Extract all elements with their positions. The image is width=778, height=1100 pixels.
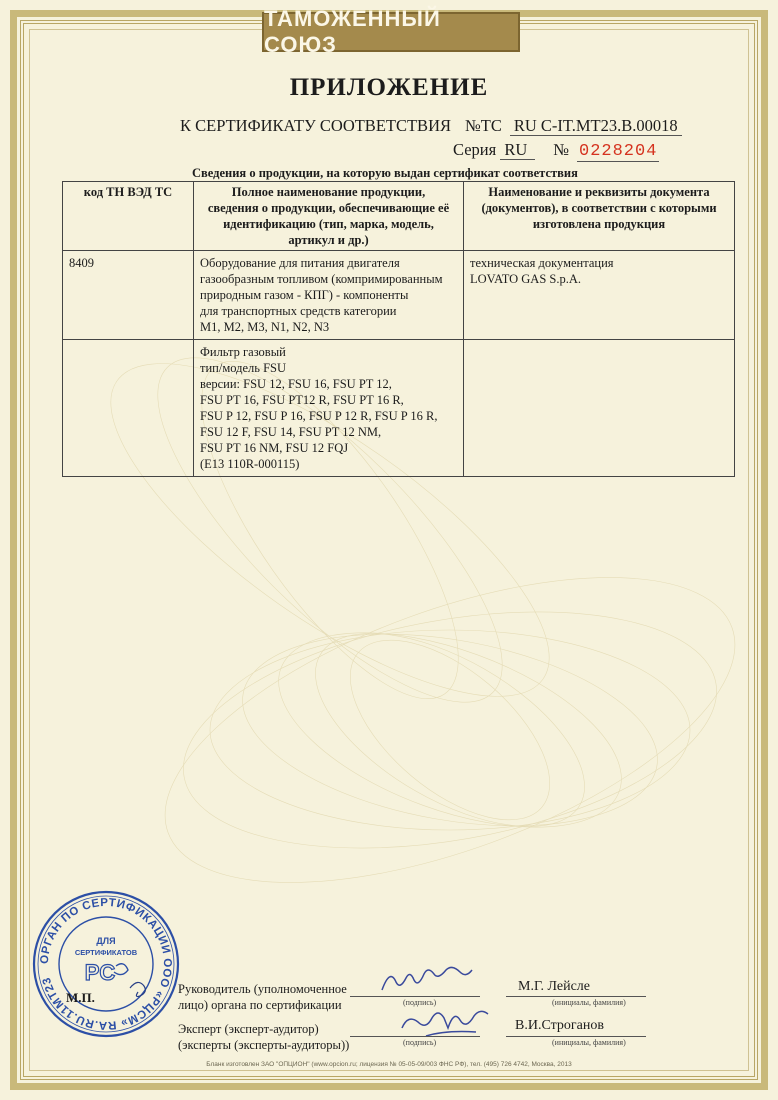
head-role-line: лицо) органа по сертификации bbox=[178, 997, 342, 1012]
head-name: М.Г. Лейсле bbox=[518, 979, 590, 994]
seal-place-label: М.П. bbox=[66, 990, 95, 1005]
description-line: природным газом - КПГ) - компоненты bbox=[200, 288, 409, 302]
page-title: ПРИЛОЖЕНИЕ bbox=[289, 74, 489, 101]
head-name-caption: (инициалы, фамилия) bbox=[552, 998, 626, 1007]
certificate-number: RU C-IT.МТ23.В.00018 bbox=[510, 116, 682, 136]
description-line: FSU PT 16 NM, FSU 12 FQJ bbox=[200, 441, 349, 455]
description-line: Оборудование для питания двигателя bbox=[200, 256, 400, 270]
description-line: FSU 12 F, FSU 14, FSU PT 12 NM, bbox=[200, 425, 382, 439]
serial-number: 0228204 bbox=[579, 142, 658, 161]
no-ts-label: №ТС bbox=[465, 116, 502, 135]
description-line: версии: FSU 12, FSU 16, FSU PT 12, bbox=[200, 377, 392, 391]
document-line: LOVATO GAS S.p.A. bbox=[470, 272, 582, 286]
header-line: Полное наименование продукции, bbox=[231, 185, 426, 199]
form-footer: Бланк изготовлен ЗАО "ОПЦИОН" (www.opcion.ru; лицензия № 05-05-09/003 ФНС РФ), тел. (495) 726 4742, Москва, 2013 bbox=[206, 1061, 572, 1068]
document-line: техническая документация bbox=[470, 256, 614, 270]
head-signature bbox=[378, 966, 474, 998]
description-line: M1, M2, M3, N1, N2, N3 bbox=[200, 320, 330, 334]
head-role bbox=[178, 982, 347, 1013]
stamp-center-mid: СЕРТИФИКАТОВ bbox=[74, 948, 138, 957]
certification-stamp bbox=[30, 888, 182, 1040]
subtitle-text: К СЕРТИФИКАТУ СООТВЕТСТВИЯ bbox=[180, 116, 451, 135]
stamp-logo-swoosh bbox=[114, 964, 128, 975]
head-name-line bbox=[506, 996, 646, 997]
product-table bbox=[62, 181, 735, 477]
series-label: Серия bbox=[453, 140, 497, 159]
serial-no-label: № bbox=[553, 140, 569, 159]
cell-product-description bbox=[194, 251, 464, 340]
header-documents bbox=[464, 182, 735, 251]
header-line: артикул и др.) bbox=[288, 233, 369, 247]
header-line: сведения о продукции, обеспечивающие её bbox=[207, 201, 450, 215]
head-signature-caption: (подпись) bbox=[403, 998, 437, 1007]
expert-signature-line bbox=[350, 1036, 480, 1037]
description-line: для транспортных средств категории bbox=[200, 304, 397, 318]
header-line: (документов), в соответствии с которыми bbox=[481, 201, 717, 215]
table-caption: Сведения о продукции, на которую выдан сертификат соответствия bbox=[192, 166, 578, 180]
stamp-center-top: ДЛЯ bbox=[96, 936, 116, 946]
cell-hs-code: 8409 bbox=[63, 251, 194, 340]
description-line: (E13 110R-000115) bbox=[200, 457, 300, 471]
expert-name: В.И.Строганов bbox=[515, 1018, 604, 1033]
table-row bbox=[63, 340, 735, 477]
head-signature-line bbox=[350, 996, 480, 997]
header-line: изготовлена продукция bbox=[532, 217, 666, 231]
stamp-ring-text: ОРГАН ПО СЕРТИФИКАЦИИ ООО «РЦСМ» RA.RU.11МТ23 bbox=[38, 896, 174, 1032]
cell-hs-code bbox=[63, 340, 194, 477]
table-row bbox=[63, 251, 735, 340]
description-line: Фильтр газовый bbox=[200, 345, 286, 359]
expert-signature-caption: (подпись) bbox=[403, 1038, 437, 1047]
expert-role-line: Эксперт (эксперт-аудитор) bbox=[178, 1022, 319, 1036]
expert-role bbox=[178, 1022, 349, 1053]
expert-name-caption: (инициалы, фамилия) bbox=[552, 1038, 626, 1047]
header-hs-code bbox=[63, 182, 194, 251]
customs-union-banner bbox=[262, 6, 520, 57]
cell-documents bbox=[464, 340, 735, 477]
expert-name-line bbox=[506, 1036, 646, 1037]
cell-product-description bbox=[194, 340, 464, 477]
certificate-reference bbox=[180, 116, 682, 136]
description-line: FSU P 12, FSU P 16, FSU P 12 R, FSU P 16 R, bbox=[200, 409, 438, 423]
expert-role-line: (эксперты (эксперты-аудиторы)) bbox=[178, 1037, 350, 1052]
header-product-name bbox=[194, 182, 464, 251]
description-line: FSU PT 16, FSU PT12 R, FSU PT 16 R, bbox=[200, 393, 404, 407]
header-line: идентификацию (тип, марка, модель, bbox=[223, 217, 434, 231]
header-line: Наименование и реквизиты документа bbox=[488, 185, 710, 199]
banner-text: ТАМОЖЕННЫЙ СОЮЗ bbox=[264, 6, 441, 57]
description-line: тип/модель FSU bbox=[200, 361, 287, 375]
cell-documents bbox=[464, 251, 735, 340]
header-line: код ТН ВЭД ТС bbox=[83, 185, 173, 199]
table-header-row bbox=[63, 182, 735, 251]
description-line: газообразным топливом (компримированным bbox=[200, 272, 443, 286]
head-role-line: Руководитель (уполномоченное bbox=[178, 982, 347, 996]
series-line bbox=[453, 140, 659, 161]
stamp-signature-scribble bbox=[130, 982, 145, 996]
stamp-logo: PC bbox=[84, 960, 116, 985]
series-value: RU bbox=[500, 140, 535, 160]
